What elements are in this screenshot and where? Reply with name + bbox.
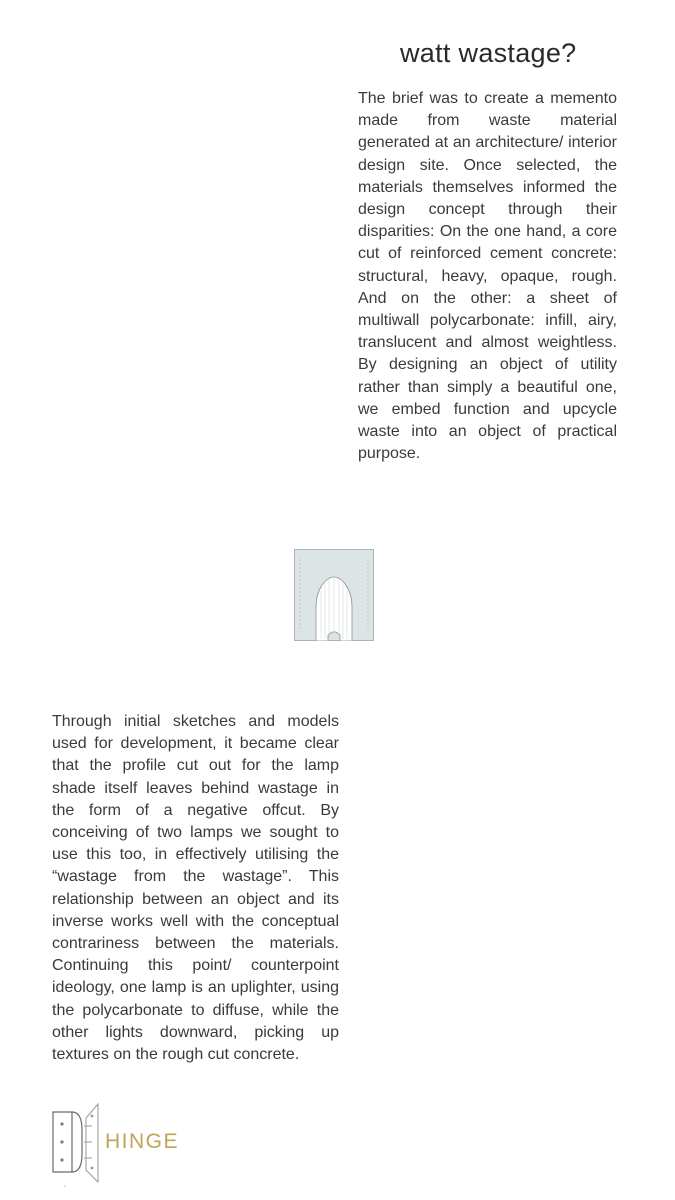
logo-wordmark: HINGE — [105, 1130, 180, 1153]
intro-paragraph: The brief was to create a memento made from waste material generated at an architecture/ interior design site. Once selected, the materials themselves informed the design concept through their disparities: On the one hand, a core cut of reinforced cement concrete: structural, heavy, opaque, rough. And on the other: a sheet of multiwall polycarbonate: infill, airy, translucent and almost weightless. By designing an object of utility rather than simply a beautiful one, we embed function and upcycle waste into an object of practical purpose. — [358, 90, 617, 463]
page-title: watt wastage? — [400, 38, 577, 68]
lamp-offcut-drawing-icon — [294, 549, 374, 641]
development-paragraph: Through initial sketches and models used for development, it became clear that the profile cut out for the lamp shade itself leaves behind wastage in the form of a negative offcut. By conceiving of two lamps we sought to use this too, in effectively utilising the “wastage from the wastage”. This relationship between an object and its inverse works well with the conceptual contrariness between the materials. Continuing this point/ counterpoint ideology, one lamp is an uplighter, using the polycarbonate to diffuse, while the other lights downward, picking up textures on the rough cut concrete. — [52, 713, 339, 1064]
